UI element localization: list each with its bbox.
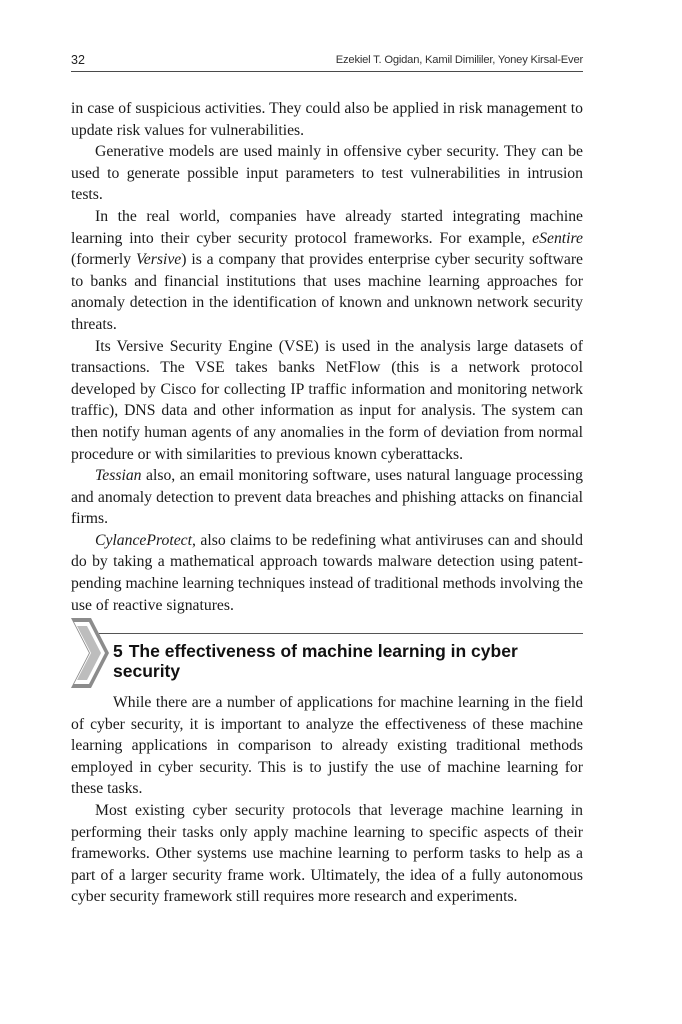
- header-authors: Ezekiel T. Ogidan, Kamil Dimililer, Yoney Kirsal-Ever: [335, 54, 583, 66]
- section-title: [113, 641, 533, 681]
- company-versive: Versive: [135, 251, 182, 269]
- section-rule: [99, 633, 583, 634]
- paragraph-1: in case of suspicious activities. They could also be applied in risk management to update risk values for vulnerabilities.: [71, 100, 583, 139]
- running-header: [71, 51, 583, 72]
- paragraph-3-part-a: In the real world, companies have already started integrating machine learning into their cyber security protocol frameworks. For example,: [71, 207, 583, 247]
- chevron-ornament-icon: [71, 616, 111, 690]
- paragraph-3-part-b: (formerly: [71, 251, 136, 269]
- section-paragraph-2: Most existing cyber security protocols that leverage machine learning in performing their tasks only apply machine learning to specific aspects of their frameworks. Other systems use machine learning to perform tasks to help as a part of a larger security frame work. Ultimately, the idea of a fully autonomous cyber security framework still requires more research and experiments.: [71, 801, 583, 906]
- paragraph-6: [71, 530, 583, 616]
- paragraph-3: [71, 206, 583, 336]
- company-tessian: Tessian: [95, 467, 142, 485]
- paragraph-5: [71, 465, 583, 530]
- page-number: 32: [71, 53, 85, 67]
- section-paragraph-1: While there are a number of applications for machine learning in the field of cyber security, it is important to analyze the effectiveness of these machine learning applications in comparison to already existing traditional methods employed in cyber security. This is to justify the use of machine learning for these tasks.: [71, 694, 583, 798]
- paragraph-2: Generative models are used mainly in offensive cyber security. They can be used to generate possible input parameters to test vulnerabilities in intrusion tests.: [71, 143, 583, 204]
- section-title-text: The effectiveness of machine learning in cyber security: [113, 641, 518, 681]
- body-text: [71, 98, 583, 616]
- paragraph-3-part-c: ) is a company that provides enterprise cyber security software to banks and financial institutions that uses machine learning approaches for anomaly detection in the identification of known and unknown network security threats.: [71, 251, 584, 333]
- section-heading: [71, 616, 583, 690]
- paragraph-4: Its Versive Security Engine (VSE) is used in the analysis large datasets of transactions. The VSE takes banks NetFlow (this is a network protocol developed by Cisco for collecting IP traffic information and monitoring network traffic), DNS data and other information as input for analysis. The system can then notify human agents of any anomalies in the form of deviation from normal procedure or with similarities to previous known cyberattacks.: [71, 337, 583, 463]
- section-body-text: [71, 692, 583, 908]
- section-number: 5: [113, 641, 123, 661]
- company-esentire: eSentire: [532, 229, 583, 247]
- company-cylanceprotect: CylanceProtect: [95, 531, 192, 549]
- paragraph-5-rest: also, an email monitoring software, uses natural language processing and anomaly detection to prevent data breaches and phishing attacks on financial firms.: [71, 467, 583, 528]
- paragraph-6-rest: , also claims to be redefining what antiviruses can and should do by taking a mathematical approach towards malware detection using patent-pending machine learning techniques instead of traditional methods involving the use of reactive signatures.: [71, 531, 583, 614]
